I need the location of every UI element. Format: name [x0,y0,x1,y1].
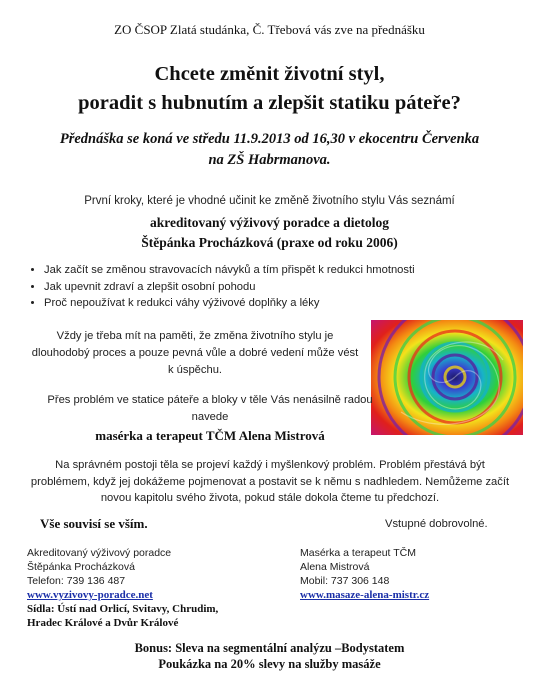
motto: Vše souvisí se vším. [40,516,148,531]
advisor-web-link[interactable]: www.vyzivovy-poradce.net [27,589,153,601]
advisor-role: Akreditovaný výživový poradce [27,547,172,559]
event-line-1: Přednáška se koná ve středu 11.9.2013 od 16,30 v ekocentru Červenka [59,131,480,147]
posture-paragraph: Na správném postoji těla se projeví každý i myšlenkový problém. Problém přestává být problémem, když jej dokážeme pojmenovat a postavit se k němu s nadhledem. Nemůžeme začít novou kapitolu svého života, pokud stále dokola čteme tu předchozí. [30,459,510,504]
masseur-contact [300,546,520,602]
headline-line-1: Chcete změnit životní styl, [154,63,385,85]
bonus-section [0,640,539,672]
masseur-heading: masérka a terapeut TČM Alena Mistrová [95,428,325,443]
advisor-seats-1: Sídla: Ústí nad Orlicí, Svitavy, Chrudim, [27,603,219,615]
intro-text: První kroky, které je vhodné učinit ke změně životního stylu Vás seznámí [84,195,455,207]
headline-line-2: poradit s hubnutím a zlepšit statiku páteře? [78,92,461,114]
advisor-heading [0,213,539,253]
event-details [20,129,519,171]
advisor-name: Štěpánka Procházková [27,561,135,573]
event-line-2: na ZŠ Habrmanova. [208,152,331,168]
list-item: • Jak upevnit zdraví a zlepšit osobní pohodu [44,279,484,296]
list-item: • Jak začít se změnou stravovacích návyků a tím přispět k redukci hmotnosti [44,262,484,279]
advisor-phone: Telefon: 739 136 487 [27,575,126,587]
headline [0,60,539,118]
advisor-contact [27,546,277,630]
bonus-line-1: Bonus: Sleva na segmentální analýzu –Bodystatem [134,641,405,655]
invitation-line: ZO ČSOP Zlatá studánka, Č. Třebová vás zve na přednášku [114,22,425,37]
lifestyle-paragraph: Vždy je třeba mít na paměti, že změna životního stylu je dlouhodobý proces a pouze pevná vůle a dobré vedení může vést k úspěchu. [31,330,359,376]
list-item: • Proč nepoužívat k redukci váhy výživové doplňky a léky [44,295,484,312]
topic-list [30,262,484,312]
entry-note: Vstupné dobrovolné. [385,518,488,530]
masseur-phone: Mobil: 737 306 148 [300,575,390,587]
fractal-spiral-image [371,320,523,435]
masseur-name: Alena Mistrová [300,561,370,573]
masseur-role: Masérka a terapeut TČM [300,547,416,559]
advisor-line-2: Štěpánka Procházková (praxe od roku 2006) [141,235,398,250]
bonus-line-2: Poukázka na 20% slevy na služby masáže [158,657,381,671]
spine-paragraph: Přes problém ve statice páteře a bloky v těle Vás nenásilně radou navede [47,394,373,423]
advisor-seats-2: Hradec Králové a Dvůr Králové [27,617,179,629]
advisor-line-1: akreditovaný výživový poradce a dietolog [150,215,389,230]
masseur-web-link[interactable]: www.masaze-alena-mistr.cz [300,589,430,601]
